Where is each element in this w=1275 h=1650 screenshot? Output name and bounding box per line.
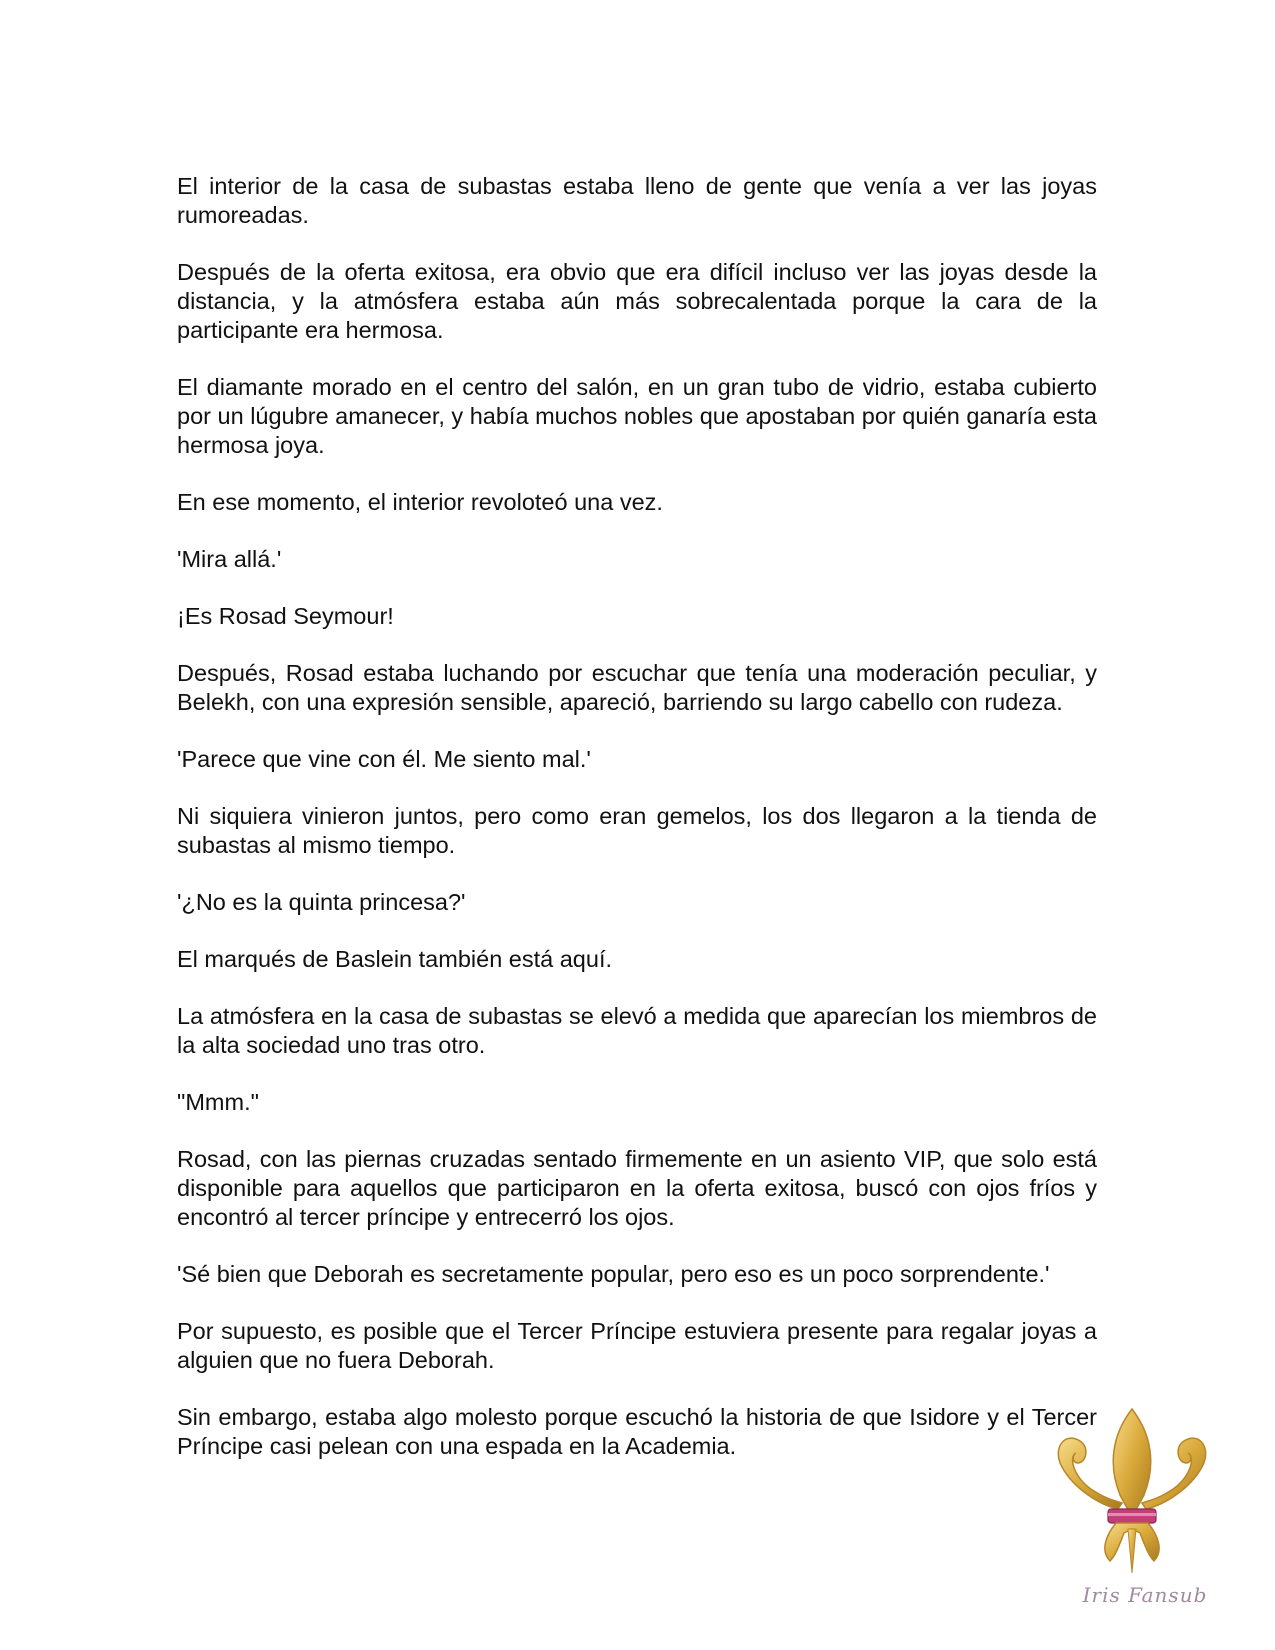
paragraph: Por supuesto, es posible que el Tercer Príncipe estuviera presente para regalar joyas a alguien que no fuera Deborah. xyxy=(177,1318,1097,1373)
paragraph: La atmósfera en la casa de subastas se elevó a medida que aparecían los miembros de la alta sociedad uno tras otro. xyxy=(177,1003,1097,1058)
paragraph: El marqués de Baslein también está aquí. xyxy=(177,946,613,972)
paragraph: El interior de la casa de subastas estaba lleno de gente que venía a ver las joyas rumoreadas. xyxy=(177,173,1097,228)
paragraph: ¡Es Rosad Seymour! xyxy=(177,603,394,629)
paragraph: El diamante morado en el centro del salón, en un gran tubo de vidrio, estaba cubierto por un lúgubre amanecer, y había muchos nobles que apostaban por quién ganaría esta hermosa joya. xyxy=(177,374,1097,458)
paragraph: 'Mira allá.' xyxy=(177,546,282,572)
paragraph: 'Sé bien que Deborah es secretamente popular, pero eso es un poco sorprendente.' xyxy=(177,1261,1050,1287)
paragraph: Después, Rosad estaba luchando por escuchar que tenía una moderación peculiar, y Belekh, con una expresión sensible, apareció, barriendo su largo cabello con rudeza. xyxy=(177,660,1097,715)
paragraph: 'Parece que vine con él. Me siento mal.' xyxy=(177,746,591,772)
fleur-de-lis-icon xyxy=(1050,1405,1215,1580)
paragraph: Ni siquiera vinieron juntos, pero como eran gemelos, los dos llegaron a la tienda de subastas al mismo tiempo. xyxy=(177,803,1097,858)
paragraph: Después de la oferta exitosa, era obvio que era difícil incluso ver las joyas desde la distancia, y la atmósfera estaba aún más sobrecalentada porque la cara de la participante era hermosa. xyxy=(177,259,1097,343)
watermark xyxy=(1050,1405,1215,1615)
paragraph: Sin embargo, estaba algo molesto porque escuchó la historia de que Isidore y el Tercer Príncipe casi pelean con una espada en la Academia. xyxy=(177,1404,1097,1459)
paragraph: '¿No es la quinta princesa?' xyxy=(177,889,466,915)
watermark-signature: Iris Fansub xyxy=(1082,1583,1208,1607)
paragraph: En ese momento, el interior revoloteó una vez. xyxy=(177,489,663,515)
paragraph: Rosad, con las piernas cruzadas sentado firmemente en un asiento VIP, que solo está disponible para aquellos que participaron en la oferta exitosa, buscó con ojos fríos y encontró al tercer príncipe y entrecerró los ojos. xyxy=(177,1146,1097,1230)
document-body xyxy=(177,172,1097,1489)
paragraph: "Mmm." xyxy=(177,1089,259,1115)
